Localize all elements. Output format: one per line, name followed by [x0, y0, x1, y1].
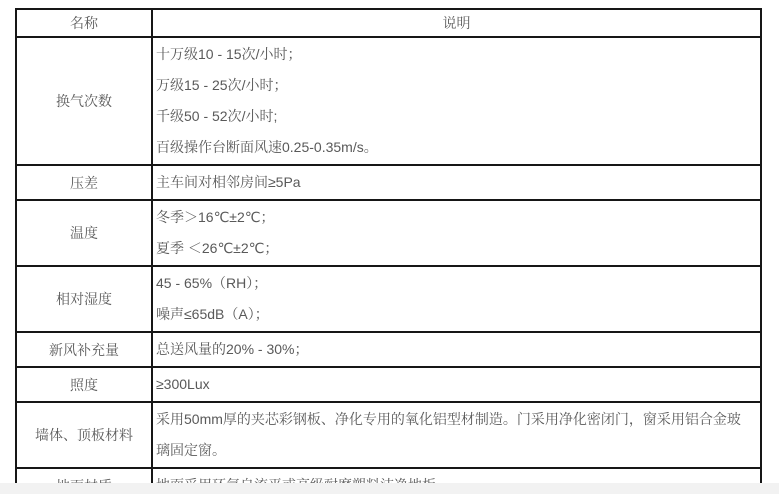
description-line: 百级操作台断面风速0.25-0.35m/s。 [156, 139, 378, 155]
row-description [152, 402, 761, 468]
table-row [16, 165, 761, 200]
description-line: 冬季＞16℃±2℃； [156, 209, 275, 225]
description-line: 十万级10 - 15次/小时； [156, 46, 302, 62]
header-row [16, 9, 761, 37]
row-description [152, 165, 761, 200]
row-name: 换气次数 [16, 37, 152, 165]
description-line: ≥300Lux [156, 376, 210, 392]
description-line: 千级50 - 52次/小时; [156, 108, 278, 124]
description-line: 夏季 ＜26℃±2℃； [156, 240, 279, 256]
row-description [152, 367, 761, 402]
description-line: 45 - 65%（RH）； [156, 275, 268, 291]
column-header-name: 名称 [16, 9, 152, 37]
row-name: 温度 [16, 200, 152, 266]
column-header-description: 说明 [152, 9, 761, 37]
row-name: 压差 [16, 165, 152, 200]
description-line: 万级15 - 25次/小时； [156, 77, 288, 93]
row-name: 照度 [16, 367, 152, 402]
row-name: 墙体、顶板材料 [16, 402, 152, 468]
description-line: 主车间对相邻房间≥5Pa [156, 174, 301, 190]
table-row [16, 266, 761, 332]
table-row [16, 37, 761, 165]
page-bottom-edge [0, 483, 779, 494]
description-line: 总送风量的20% - 30%； [156, 341, 309, 357]
description-line: 采用50mm厚的夹芯彩钢板、净化专用的氧化铝型材制造。门采用净化密闭门，窗采用铝合金玻璃固定窗。 [156, 411, 741, 458]
table-row [16, 402, 761, 468]
row-name: 新风补充量 [16, 332, 152, 367]
description-line: 噪声≤65dB（A）； [156, 306, 269, 322]
row-name: 相对湿度 [16, 266, 152, 332]
row-description [152, 200, 761, 266]
row-description [152, 332, 761, 367]
spec-table [15, 8, 762, 494]
row-description [152, 266, 761, 332]
table-row [16, 332, 761, 367]
table-row [16, 367, 761, 402]
table-row [16, 200, 761, 266]
row-description [152, 37, 761, 165]
